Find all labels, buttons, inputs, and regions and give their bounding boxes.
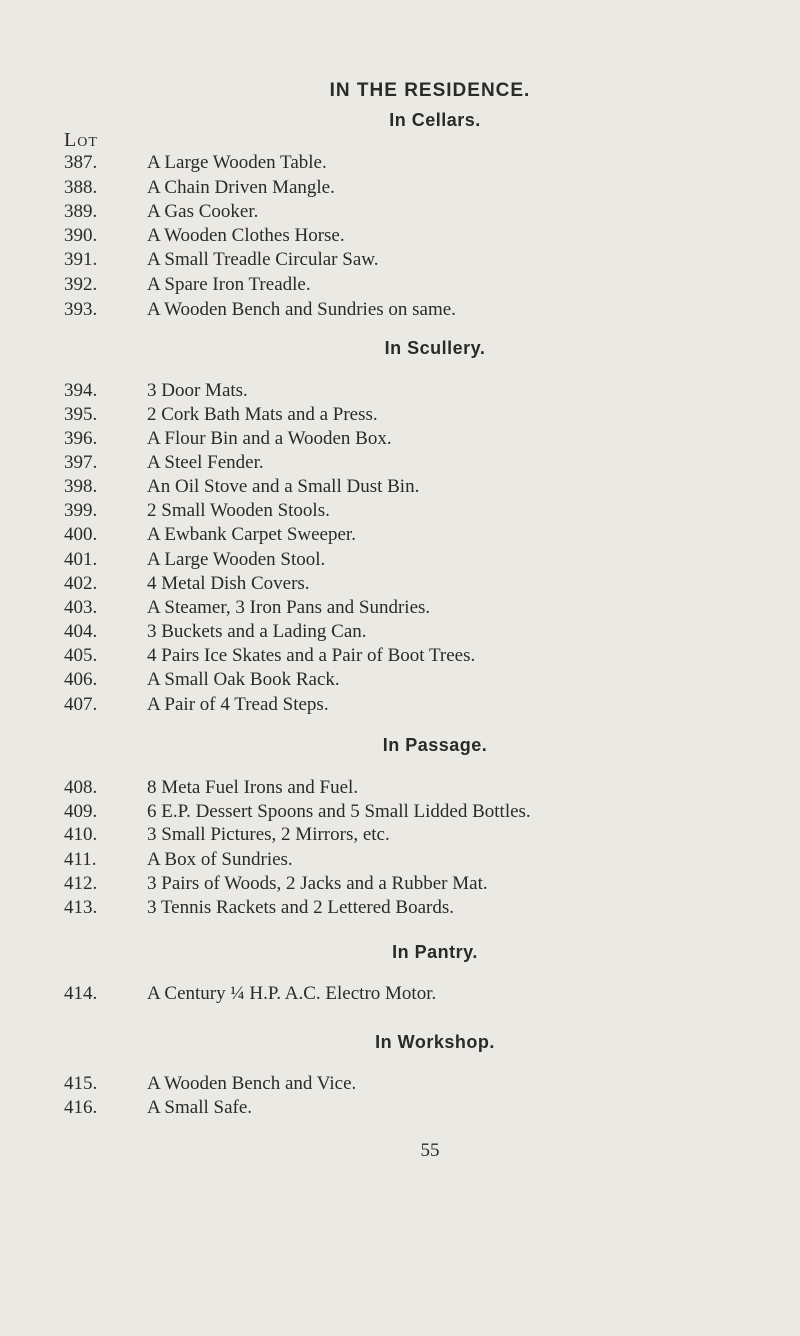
lot-number: 409.: [64, 801, 98, 822]
lot-description: 4 Pairs Ice Skates and a Pair of Boot Trees.: [147, 645, 476, 666]
lot-description: 6 E.P. Dessert Spoons and 5 Small Lidded Bottles.: [147, 801, 531, 822]
lot-description: A Wooden Bench and Vice.: [147, 1073, 357, 1094]
section-heading-scullery: In Scullery.: [384, 338, 486, 358]
lot-description: A Large Wooden Table.: [147, 152, 327, 173]
lot-number: 398.: [64, 476, 98, 497]
lot-description: A Steamer, 3 Iron Pans and Sundries.: [147, 597, 431, 618]
section-heading-passage: In Passage.: [382, 735, 488, 755]
lot-description: A Small Treadle Circular Saw.: [147, 249, 379, 270]
lot-number: 401.: [64, 549, 98, 570]
lot-description: 3 Buckets and a Lading Can.: [147, 621, 367, 642]
lot-description: A Box of Sundries.: [147, 849, 293, 870]
lot-description: 2 Cork Bath Mats and a Press.: [147, 404, 378, 425]
lot-description: 8 Meta Fuel Irons and Fuel.: [147, 777, 359, 798]
lot-description: 2 Small Wooden Stools.: [147, 500, 330, 521]
lot-description: A Small Safe.: [147, 1097, 253, 1118]
lot-number: 388.: [64, 177, 98, 198]
lot-description: A Century ¼ H.P. A.C. Electro Motor.: [147, 983, 437, 1004]
page-title: IN THE RESIDENCE.: [329, 80, 531, 101]
lot-row: [0, 299, 800, 331]
lot-number: 393.: [64, 299, 98, 320]
lot-number: 397.: [64, 452, 98, 473]
lot-column-label: Lot: [64, 129, 98, 151]
lot-description: A Small Oak Book Rack.: [147, 669, 340, 690]
lot-description: 3 Small Pictures, 2 Mirrors, etc.: [147, 824, 390, 845]
lot-row: [0, 1097, 800, 1129]
lot-description: 3 Pairs of Woods, 2 Jacks and a Rubber Mat.: [147, 873, 488, 894]
lot-number: 410.: [64, 824, 98, 845]
lot-description: 4 Metal Dish Covers.: [147, 573, 310, 594]
page-number: 55: [420, 1140, 440, 1161]
lot-description: A Wooden Bench and Sundries on same.: [147, 299, 456, 320]
lot-row: [0, 897, 800, 929]
section-heading-workshop: In Workshop.: [375, 1032, 495, 1052]
lot-number: 412.: [64, 873, 98, 894]
section-heading-pantry: In Pantry.: [392, 942, 478, 962]
lot-number: 414.: [64, 983, 98, 1004]
lot-number: 416.: [64, 1097, 98, 1118]
lot-number: 395.: [64, 404, 98, 425]
lot-row: [0, 694, 800, 726]
lot-description: A Pair of 4 Tread Steps.: [147, 694, 329, 715]
lot-description: 3 Tennis Rackets and 2 Lettered Boards.: [147, 897, 454, 918]
lot-number: 396.: [64, 428, 98, 449]
lot-row: [0, 983, 800, 1015]
lot-number: 391.: [64, 249, 98, 270]
lot-number: 400.: [64, 524, 98, 545]
lot-number: 411.: [64, 849, 97, 870]
lot-number: 402.: [64, 573, 98, 594]
lot-number: 403.: [64, 597, 98, 618]
lot-description: A Flour Bin and a Wooden Box.: [147, 428, 392, 449]
lot-description: An Oil Stove and a Small Dust Bin.: [147, 476, 420, 497]
lot-description: A Steel Fender.: [147, 452, 264, 473]
section-heading-cellars: In Cellars.: [389, 110, 481, 130]
lot-number: 390.: [64, 225, 98, 246]
lot-number: 407.: [64, 694, 98, 715]
lot-description: A Gas Cooker.: [147, 201, 259, 222]
lot-number: 415.: [64, 1073, 98, 1094]
lot-number: 387.: [64, 152, 98, 173]
lot-number: 413.: [64, 897, 98, 918]
lot-number: 408.: [64, 777, 98, 798]
lot-description: 3 Door Mats.: [147, 380, 248, 401]
lot-number: 405.: [64, 645, 98, 666]
lot-description: A Wooden Clothes Horse.: [147, 225, 345, 246]
lot-description: A Spare Iron Treadle.: [147, 274, 311, 295]
lot-number: 406.: [64, 669, 98, 690]
lot-number: 399.: [64, 500, 98, 521]
lot-number: 404.: [64, 621, 98, 642]
lot-description: A Ewbank Carpet Sweeper.: [147, 524, 356, 545]
lot-number: 394.: [64, 380, 98, 401]
lot-description: A Chain Driven Mangle.: [147, 177, 335, 198]
lot-number: 389.: [64, 201, 98, 222]
lot-description: A Large Wooden Stool.: [147, 549, 326, 570]
lot-number: 392.: [64, 274, 98, 295]
